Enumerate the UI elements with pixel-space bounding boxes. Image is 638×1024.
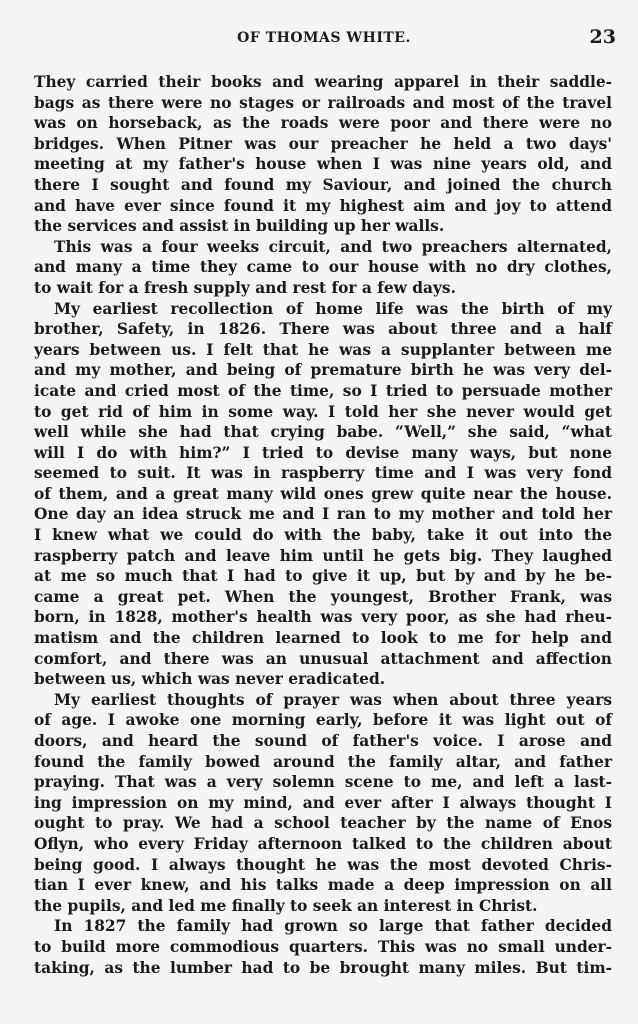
text-line: being good. I always thought he was the most devoted Chris- bbox=[34, 855, 612, 874]
text-line: to wait for a fresh supply and rest for a few days. bbox=[34, 278, 456, 297]
running-title: OF THOMAS WHITE. bbox=[237, 30, 411, 46]
text-line: ought to pray. We had a school teacher by the name of Enos bbox=[34, 814, 612, 833]
page-number: 23 bbox=[589, 26, 616, 48]
body-text bbox=[34, 72, 612, 978]
text-line: to build more commodious quarters. This was no small under- bbox=[34, 937, 612, 956]
text-line: the services and assist in building up her walls. bbox=[34, 217, 445, 236]
text-line: at me so much that I had to give it up, but by and by he be- bbox=[34, 567, 612, 586]
text-line: of age. I awoke one morning early, before it was light out of bbox=[34, 711, 612, 730]
text-line: born, in 1828, mother's health was very poor, as she had rheu- bbox=[34, 608, 612, 627]
text-line: of them, and a great many wild ones grew quite near the house. bbox=[34, 484, 612, 503]
text-line: brother, Safety, in 1826. There was about three and a half bbox=[34, 320, 612, 339]
text-line: One day an idea struck me and I ran to my mother and told her bbox=[34, 505, 612, 524]
text-line: bridges. When Pitner was our preacher he held a two days' bbox=[34, 134, 612, 153]
text-line: This was a four weeks circuit, and two preachers alternated, bbox=[54, 237, 612, 256]
text-line: ing impression on my mind, and ever after I always thought I bbox=[34, 793, 612, 812]
text-line: there I sought and found my Saviour, and joined the church bbox=[34, 175, 612, 194]
text-line: In 1827 the family had grown so large that father decided bbox=[54, 917, 612, 936]
text-line: was on horseback, as the roads were poor and there were no bbox=[34, 114, 612, 133]
text-line: years between us. I felt that he was a supplanter between me bbox=[34, 340, 612, 359]
text-line: doors, and heard the sound of father's voice. I arose and bbox=[34, 732, 612, 750]
text-line: raspberry patch and leave him until he gets big. They laughed bbox=[34, 546, 612, 565]
text-line: between us, which was never eradicated. bbox=[34, 670, 386, 689]
text-line: I knew what we could do with the baby, take it out into the bbox=[34, 526, 612, 545]
text-line: the pupils, and led me finally to seek an interest in Christ. bbox=[34, 896, 538, 915]
text-line: seemed to suit. It was in raspberry time and I was very fond bbox=[34, 464, 612, 483]
text-line: to get rid of him in some way. I told her she never would get bbox=[34, 402, 612, 421]
text-line: meeting at my father's house when I was nine years old, and bbox=[34, 155, 612, 174]
text-line: taking, as the lumber had to be brought many miles. But tim- bbox=[34, 958, 612, 977]
text-line: well while she had that crying babe. “Well,” she said, “what bbox=[34, 423, 612, 442]
text-line: and many a time they came to our house with no dry clothes, bbox=[34, 258, 612, 277]
text-line: icate and cried most of the time, so I tried to persuade mother bbox=[34, 381, 612, 400]
text-line: and have ever since found it my highest aim and joy to attend bbox=[34, 196, 612, 215]
running-header bbox=[32, 22, 616, 50]
text-line: and my mother, and being of premature birth he was very del- bbox=[34, 361, 612, 380]
text-line: comfort, and there was an unusual attachment and affection bbox=[34, 649, 612, 668]
text-line: praying. That was a very solemn scene to me, and left a last- bbox=[34, 773, 612, 792]
text-line: They carried their books and wearing apparel in their saddle- bbox=[34, 73, 612, 91]
text-line: My earliest thoughts of prayer was when about three years bbox=[54, 690, 612, 709]
text-line: bags as there were no stages or railroads and most of the travel bbox=[34, 93, 612, 112]
text-line: will I do with him?” I tried to devise many ways, but none bbox=[34, 443, 612, 462]
text-line: found the family bowed around the family altar, and father bbox=[34, 752, 612, 771]
text-line: came a great pet. When the youngest, Brother Frank, was bbox=[34, 587, 612, 606]
text-line: tian I ever knew, and his talks made a deep impression on all bbox=[34, 876, 612, 895]
text-line: My earliest recollection of home life was the birth of my bbox=[54, 299, 612, 318]
text-line: matism and the children learned to look to me for help and bbox=[34, 629, 612, 648]
text-line: Oflyn, who every Friday afternoon talked to the children about bbox=[34, 834, 612, 853]
